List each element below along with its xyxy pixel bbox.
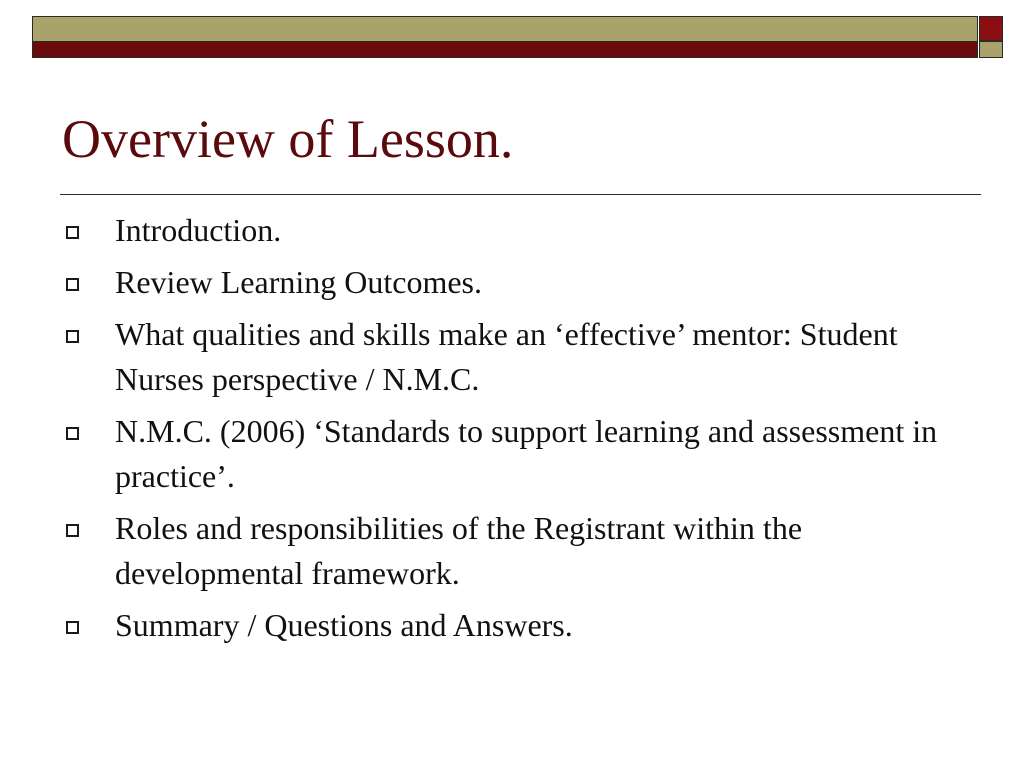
bullet-item (62, 312, 972, 402)
bullet-text: Roles and responsibilities of the Registrant within the developmental framework. (115, 510, 803, 591)
hollow-square-bullet-icon (66, 330, 79, 343)
bullet-text: N.M.C. (2006) ‘Standards to support learning and assessment in practice’. (115, 413, 938, 494)
hollow-square-bullet-icon (66, 524, 79, 537)
bullet-list (62, 208, 972, 655)
banner-corner-maroon-square (979, 16, 1003, 41)
bullet-text: Introduction. (115, 212, 282, 248)
header-banner (32, 16, 978, 58)
hollow-square-bullet-icon (66, 621, 79, 634)
bullet-item (62, 208, 972, 253)
banner-olive-stripe (33, 17, 977, 42)
bullet-text: Summary / Questions and Answers. (115, 607, 573, 643)
bullet-item (62, 603, 972, 648)
bullet-item (62, 260, 972, 305)
banner-maroon-stripe (33, 42, 977, 57)
banner-corner-olive-square (979, 41, 1003, 58)
hollow-square-bullet-icon (66, 427, 79, 440)
slide-title: Overview of Lesson. (62, 109, 514, 169)
hollow-square-bullet-icon (66, 226, 79, 239)
bullet-text: What qualities and skills make an ‘effective’ mentor: Student Nurses perspective / N.M.C. (115, 316, 898, 397)
bullet-item (62, 506, 972, 596)
hollow-square-bullet-icon (66, 278, 79, 291)
bullet-text: Review Learning Outcomes. (115, 264, 482, 300)
title-divider (60, 194, 981, 195)
bullet-item (62, 409, 972, 499)
